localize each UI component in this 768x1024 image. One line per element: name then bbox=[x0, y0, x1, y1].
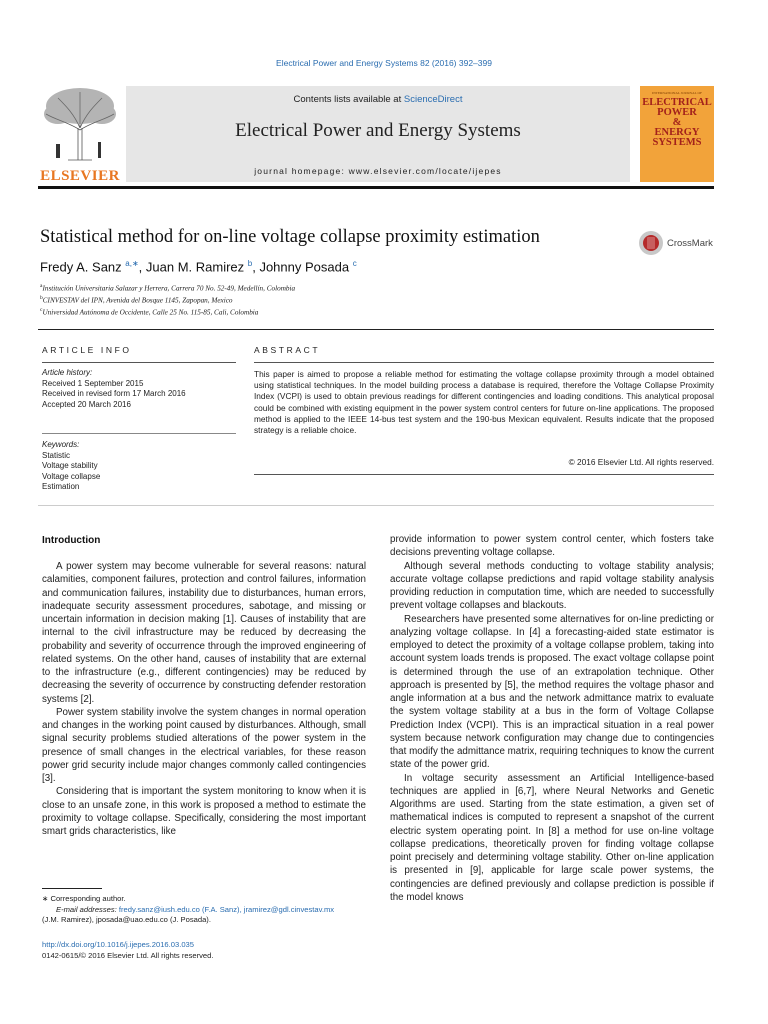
history-item: Received in revised form 17 March 2016 bbox=[42, 389, 186, 399]
journal-banner bbox=[126, 86, 630, 182]
body-paragraph: Power system stability involve the system changes in normal operation and changes in the working point caused by disturbances. Although, small signal security problems studied alterations of the power system in the presence of small changes in the electrical variables, for these reason power grid security include major changes commonly called contingencies [3]. bbox=[42, 706, 366, 784]
contents-line bbox=[126, 94, 630, 105]
crossmark-button[interactable] bbox=[636, 230, 716, 258]
divider bbox=[254, 474, 714, 475]
article-history bbox=[42, 368, 186, 410]
keyword: Voltage stability bbox=[42, 461, 98, 471]
cover-word: SYSTEMS bbox=[652, 137, 702, 148]
section-heading-introduction: Introduction bbox=[42, 535, 101, 546]
elsevier-tree-icon bbox=[38, 84, 122, 162]
email-label: E-mail addresses: bbox=[56, 904, 119, 914]
cover-word: & bbox=[672, 117, 682, 128]
article-title: Statistical method for on-line voltage collapse proximity estimation bbox=[40, 227, 540, 247]
sciencedirect-link[interactable]: ScienceDirect bbox=[403, 94, 463, 105]
body-paragraph: A power system may become vulnerable for several reasons: natural calamities, component failures, protection and control failures, information and communication failures, instability due to disturbances, human errors, inadequate security assessment procedures, sabotage, and missing or uncertain information in decision making [1]. Causes of instability that are internal to the civil infrastructure may be reduced by decreasing the probability and severity of occurrence through the improved engineering of related systems. On the other hand, causes of instability that are external to the infrastructure (e.g., different contingencies) may be reduced by decreasing the severity of occurrence by constructing defender restoration systems [2]. bbox=[42, 561, 366, 705]
corresponding-author-note: ∗ Corresponding author. bbox=[42, 894, 126, 903]
keywords-label: Keywords: bbox=[42, 440, 80, 449]
history-item: Accepted 20 March 2016 bbox=[42, 399, 131, 409]
cover-title bbox=[642, 98, 712, 148]
author-name[interactable]: Fredy A. Sanz bbox=[40, 259, 122, 275]
cover-word: POWER bbox=[657, 107, 697, 118]
divider bbox=[254, 362, 714, 363]
keyword: Estimation bbox=[42, 482, 80, 492]
abstract-text: This paper is aimed to propose a reliable method for estimating the voltage collapse proximity through a model obtained using statistical techniques. In the model building process a database is required, therefore the Voltage Collapse Proximity Index (VCPI) is used to obtain previous readings for different contingencies and loading conditions. This analytical proposal could be combined with existing equipment in the power system control centers for future on-line applications. The proposed method is applied to the IEEE 14-bus test system and the 190-bus Mexican equivalent. Results indicate that the proposed strategy is a reliable choice. bbox=[254, 369, 714, 436]
author-affil-mark[interactable]: c bbox=[352, 259, 357, 268]
keyword: Statistic bbox=[42, 450, 71, 460]
author-affil-mark[interactable]: a,∗ bbox=[125, 259, 139, 268]
elsevier-logo[interactable] bbox=[38, 84, 122, 182]
doi-link[interactable]: http://dx.doi.org/10.1016/j.ijepes.2016.03.035 bbox=[42, 940, 194, 949]
contents-prefix: Contents lists available at bbox=[293, 94, 404, 105]
issn-line: 0142-0615/© 2016 Elsevier Ltd. All rights reserved. bbox=[42, 950, 214, 960]
footnotes bbox=[42, 894, 334, 926]
keyword: Voltage collapse bbox=[42, 471, 101, 481]
crossmark-label: CrossMark bbox=[667, 238, 713, 249]
header-divider bbox=[38, 186, 714, 189]
divider bbox=[42, 433, 236, 434]
body-paragraph: provide information to power system control center, which fosters take decisions preventing voltage collapse. bbox=[390, 534, 714, 559]
article-info-heading: ARTICLE INFO bbox=[42, 345, 132, 355]
body-column-right bbox=[390, 533, 714, 904]
email-line-2[interactable]: (J.M. Ramirez), jposada@uao.edu.co (J. Posada). bbox=[42, 915, 211, 924]
body-paragraph: Although several methods conducting to voltage stability analysis; accurate voltage collapse predictions and rapid voltage stability analysis providing reduction in computation time, which are needed to successfully prevent voltage collapses and blackouts. bbox=[390, 560, 714, 612]
author-separator: , bbox=[138, 259, 146, 275]
author-list bbox=[40, 259, 357, 274]
keywords bbox=[42, 440, 100, 493]
affiliation bbox=[40, 283, 295, 292]
footnote-divider bbox=[42, 888, 102, 889]
author-name[interactable]: Juan M. Ramirez bbox=[145, 259, 245, 275]
doi-block bbox=[42, 940, 214, 961]
affiliation-mark: c bbox=[40, 307, 43, 313]
affiliation bbox=[40, 307, 258, 316]
history-item: Received 1 September 2015 bbox=[42, 378, 144, 388]
affiliation-text: Institución Universitaria Salazar y Herrera, Carrera 70 No. 52-49, Medellín, Colombia bbox=[42, 284, 296, 293]
body-paragraph: In voltage security assessment an Artificial Intelligence-based techniques are applied in [6,7], where Neural Networks and Genetic Algorithms are used. Starting from the state estimation, a given set of mathematical indices is computed to represent a snapshot of the current electric system operating point. In [8] a method for use on-line voltage collapse predications, theoretically proven for finding voltage collapse point precisely and determining voltage stability. Other on-line application is presented in [9], applicable for large scale power systems, the contingencies are defined previously and collapse prediction is possible if the model knows bbox=[390, 772, 714, 903]
divider bbox=[38, 329, 714, 330]
divider bbox=[42, 362, 236, 363]
abstract-copyright: © 2016 Elsevier Ltd. All rights reserved. bbox=[568, 457, 714, 467]
cover-word: ELECTRICAL bbox=[642, 97, 712, 108]
body-paragraph: Researchers have presented some alternatives for on-line predicting or analyzing voltage collapse. In [4] a forecasting-aided state estimator is employed to detect the proximity of a voltage collapse problem, taking into account system loads trends is proposed. The exact voltage collapse point is determined through the use of an extrapolation technique. Other approach is presented by [5], the method requires the voltage phasor and angle information at a bus and the network admittance matrix to evaluate the system voltage stability at a bus in the form of Voltage Collapse Prediction Index (VCPI). This is an impractical situation in a real power system because network configuration may change due to contingencies that modify the admittance matrix, requiring techniques to know the current state of the power grid. bbox=[390, 613, 715, 771]
affiliation-mark: b bbox=[40, 295, 43, 301]
body-column-left bbox=[42, 560, 366, 838]
abstract-heading: ABSTRACT bbox=[254, 345, 321, 355]
journal-title: Electrical Power and Energy Systems bbox=[235, 120, 521, 141]
cover-word: ENERGY bbox=[654, 127, 700, 138]
body-paragraph: Considering that is important the system monitoring to know when it is close to an unsafe zone, in this work is proposed a method to estimate the proximity to voltage collapse. Specifically, considering the most important smart grids characteristics, like bbox=[42, 786, 366, 837]
journal-reference[interactable]: Electrical Power and Energy Systems 82 (2016) 392–399 bbox=[276, 58, 492, 68]
elsevier-wordmark: ELSEVIER bbox=[40, 168, 120, 184]
journal-homepage[interactable]: journal homepage: www.elsevier.com/locate/ijepes bbox=[254, 166, 502, 176]
author-name[interactable]: Johnny Posada bbox=[259, 259, 350, 275]
author-affil-mark[interactable]: b bbox=[247, 259, 253, 268]
affiliation bbox=[40, 295, 233, 304]
crossmark-icon bbox=[638, 230, 664, 256]
affiliation-mark: a bbox=[40, 283, 43, 289]
author-separator: , bbox=[252, 259, 260, 275]
cover-subtitle: INTERNATIONAL JOURNAL OF bbox=[652, 91, 702, 95]
affiliation-text: CINVESTAV del IPN, Avenida del Bosque 1145, Zapopan, Mexico bbox=[42, 296, 233, 305]
email-addresses[interactable]: fredy.sanz@iush.edu.co (F.A. Sanz), jramirez@gdl.cinvestav.mx bbox=[118, 904, 335, 914]
email-line bbox=[42, 905, 334, 916]
divider bbox=[38, 505, 714, 506]
history-label: Article history: bbox=[42, 368, 93, 377]
affiliation-text: Universidad Autónoma de Occidente, Calle 25 No. 115-85, Cali, Colombia bbox=[42, 308, 259, 317]
journal-cover-thumbnail[interactable] bbox=[640, 86, 714, 182]
